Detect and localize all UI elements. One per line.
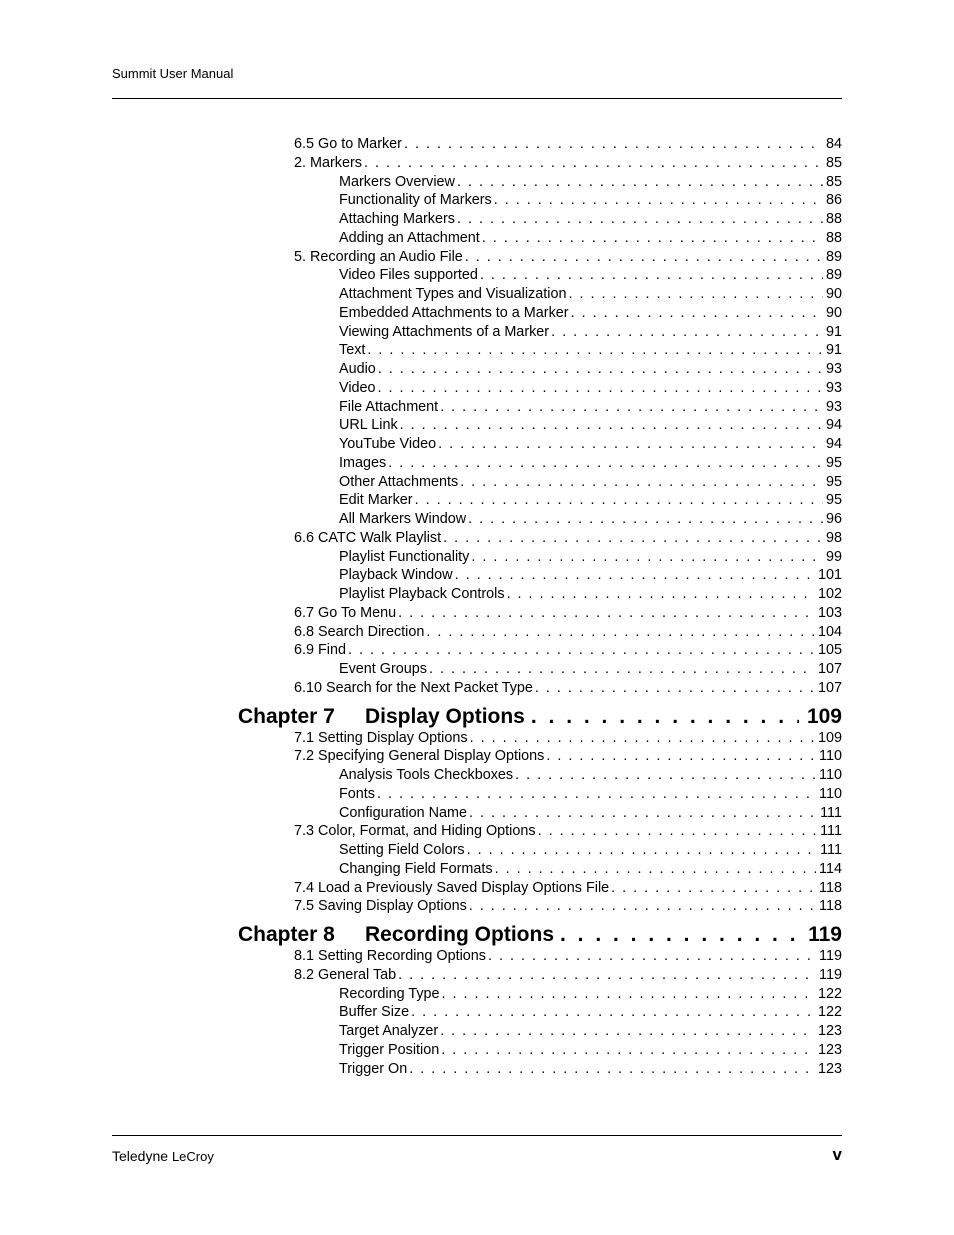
toc-entry-page-number: 95 [825, 473, 842, 490]
toc-entry[interactable] [238, 1041, 842, 1060]
toc-entry-title: 7.1 Setting Display Options [294, 729, 468, 746]
toc-entry[interactable] [238, 304, 842, 323]
dot-leader [443, 529, 823, 548]
toc-entry-page-number: 93 [825, 361, 842, 377]
toc-entry[interactable] [238, 210, 842, 229]
toc-entry-page-number: 107 [817, 661, 842, 677]
toc-entry-title: Changing Field Formats [339, 860, 493, 877]
toc-entry[interactable] [238, 416, 842, 435]
header-rule [112, 98, 842, 99]
toc-entry-title: Recording Type [339, 985, 440, 1002]
toc-entry-page-number: 107 [817, 679, 842, 696]
toc-entry[interactable] [238, 135, 842, 154]
dot-leader [494, 191, 823, 210]
toc-entry-title: 5. Recording an Audio File [294, 248, 463, 265]
toc-entry-title: 6.10 Search for the Next Packet Type [294, 679, 533, 696]
toc-entry[interactable] [238, 641, 842, 660]
toc-entry[interactable] [238, 154, 842, 173]
dot-leader [348, 641, 815, 660]
toc-entry-page-number: 122 [817, 1004, 842, 1021]
toc-entry-page-number: 111 [820, 804, 842, 821]
toc-entry[interactable] [238, 1003, 842, 1022]
toc-entry[interactable] [238, 266, 842, 285]
toc-entry[interactable] [238, 379, 842, 398]
toc-entry-page-number: 109 [817, 729, 842, 746]
toc-entry[interactable] [238, 173, 842, 192]
toc-entry-page-number: 122 [817, 985, 842, 1002]
chapter-number: Chapter 7 [238, 704, 335, 728]
table-of-contents [238, 135, 842, 1078]
dot-leader [568, 285, 823, 304]
toc-entry-page-number: 105 [817, 642, 842, 659]
toc-entry-title: Setting Field Colors [339, 842, 465, 858]
toc-entry-title: 6.5 Go to Marker [294, 136, 402, 152]
chapter-title: Display Options [365, 704, 525, 728]
toc-entry-title: Fonts [339, 785, 375, 802]
toc-entry-page-number: 91 [825, 342, 842, 359]
toc-entry-page-number: 123 [817, 1023, 842, 1039]
toc-entry-page-number: 95 [825, 454, 842, 471]
toc-entry-title: Buffer Size [339, 1004, 410, 1021]
dot-leader [465, 248, 823, 267]
footer-company-name: Teledyne [112, 1148, 169, 1164]
toc-entry[interactable] [238, 841, 842, 860]
dot-leader [560, 923, 800, 946]
toc-entry-page-number: 91 [825, 323, 842, 340]
toc-entry[interactable] [238, 248, 842, 267]
toc-entry-title: Playlist Playback Controls [339, 586, 505, 602]
toc-entry-title: Edit Marker [339, 492, 413, 509]
toc-entry-page-number: 110 [819, 767, 842, 783]
toc-entry[interactable] [238, 191, 842, 210]
toc-entry-title: Attaching Markers [339, 211, 455, 227]
toc-entry-page-number: 103 [817, 604, 842, 621]
toc-entry-page-number: 93 [825, 379, 842, 396]
toc-entry-title: Video Files supported [339, 267, 478, 284]
dot-leader [409, 1060, 815, 1079]
toc-entry-page-number: 84 [825, 136, 842, 152]
toc-entry-title: 7.5 Saving Display Options [294, 898, 467, 915]
toc-entry[interactable] [238, 660, 842, 679]
toc-entry-page-number: 85 [825, 154, 842, 171]
toc-entry-title: All Markers Window [339, 511, 467, 527]
toc-entry-title: YouTube Video [339, 436, 437, 452]
toc-entry[interactable] [238, 985, 842, 1004]
chapter-title: Recording Options [365, 923, 554, 946]
footer-brand-name: LeCroy [171, 1149, 214, 1164]
toc-entry-page-number: 98 [825, 529, 842, 546]
footer-company [112, 1147, 214, 1166]
toc-entry-page-number: 93 [825, 398, 842, 415]
dot-leader [438, 435, 823, 454]
toc-entry[interactable] [238, 360, 842, 379]
toc-entry-page-number: 102 [817, 586, 842, 602]
toc-entry[interactable] [238, 285, 842, 304]
toc-entry-title: Markers Overview [339, 173, 455, 190]
toc-entry[interactable] [238, 585, 842, 604]
toc-entry[interactable] [238, 966, 842, 985]
toc-entry-page-number: 111 [820, 842, 842, 858]
dot-leader [469, 897, 816, 916]
toc-entry-title: Embedded Attachments to a Marker [339, 304, 569, 321]
toc-entry[interactable] [238, 510, 842, 529]
dot-leader [415, 491, 823, 510]
toc-entry-page-number: 119 [819, 966, 842, 983]
toc-section-chapter-6-continued [238, 135, 842, 698]
chapter-number: Chapter 8 [238, 923, 335, 946]
toc-entry-title: 6.7 Go To Menu [294, 604, 397, 621]
toc-entry-page-number: 110 [819, 785, 842, 802]
toc-entry[interactable] [238, 604, 842, 623]
dot-leader [440, 1022, 815, 1041]
toc-entry-page-number: 88 [825, 211, 842, 227]
toc-entry[interactable] [238, 341, 842, 360]
toc-entry[interactable] [238, 879, 842, 898]
toc-entry-page-number: 90 [825, 286, 842, 302]
running-header: Summit User Manual [112, 66, 234, 81]
dot-leader [488, 947, 816, 966]
dot-leader [457, 210, 823, 229]
toc-entry[interactable] [238, 229, 842, 248]
dot-leader [551, 323, 823, 342]
toc-entry-title: 7.2 Specifying General Display Options [294, 748, 545, 765]
toc-entry[interactable] [238, 529, 842, 548]
toc-entry-page-number: 123 [817, 1060, 842, 1077]
dot-leader [546, 747, 816, 766]
dot-leader [482, 229, 823, 248]
toc-chapter-8-heading[interactable] [238, 923, 842, 946]
dot-leader [426, 623, 815, 642]
toc-entry-page-number: 94 [825, 436, 842, 452]
toc-entry-page-number: 94 [825, 417, 842, 434]
toc-entry-title: Audio [339, 361, 376, 377]
toc-entry-title: 7.4 Load a Previously Saved Display Options File [294, 879, 610, 896]
dot-leader [398, 604, 815, 623]
toc-entry[interactable] [238, 860, 842, 879]
dot-leader [507, 585, 815, 604]
toc-entry-page-number: 89 [825, 248, 842, 265]
toc-entry[interactable] [238, 679, 842, 698]
toc-entry[interactable] [238, 491, 842, 510]
toc-entry-title: 2. Markers [294, 154, 362, 171]
toc-entry-page-number: 89 [825, 267, 842, 284]
toc-entry-title: Adding an Attachment [339, 229, 480, 246]
toc-entry-title: 6.8 Search Direction [294, 623, 425, 640]
dot-leader [388, 454, 823, 473]
toc-entry-title: Playback Window [339, 567, 453, 584]
toc-entry[interactable] [238, 623, 842, 642]
toc-section-chapter-8 [238, 947, 842, 1078]
toc-entry[interactable] [238, 785, 842, 804]
dot-leader [429, 660, 815, 679]
toc-entry[interactable] [238, 822, 842, 841]
dot-leader [571, 304, 823, 323]
toc-entry-page-number: 114 [819, 860, 842, 877]
dot-leader [457, 173, 823, 192]
toc-entry-title: Trigger On [339, 1060, 408, 1077]
toc-entry-page-number: 101 [817, 567, 842, 584]
toc-entry-title: 6.9 Find [294, 642, 346, 659]
toc-entry-title: Functionality of Markers [339, 192, 492, 209]
toc-entry[interactable] [238, 729, 842, 748]
toc-entry-title: Text [339, 342, 366, 359]
dot-leader [400, 416, 823, 435]
toc-entry[interactable] [238, 804, 842, 823]
toc-entry-page-number: 95 [825, 492, 842, 509]
toc-entry-page-number: 96 [825, 511, 842, 527]
chapter-page-number: 119 [808, 923, 842, 946]
toc-entry[interactable] [238, 766, 842, 785]
dot-leader [531, 705, 799, 728]
dot-leader [480, 266, 823, 285]
dot-leader [441, 1041, 815, 1060]
toc-entry[interactable] [238, 1022, 842, 1041]
toc-entry-page-number: 86 [825, 192, 842, 209]
dot-leader [378, 360, 823, 379]
dot-leader [467, 841, 818, 860]
toc-entry-title: Attachment Types and Visualization [339, 286, 567, 302]
toc-entry-page-number: 119 [819, 948, 842, 964]
toc-section-chapter-7 [238, 729, 842, 917]
dot-leader [378, 379, 823, 398]
footer-page-number: v [832, 1145, 842, 1164]
toc-entry-page-number: 104 [817, 623, 842, 640]
toc-entry-page-number: 99 [825, 548, 842, 565]
toc-entry[interactable] [238, 473, 842, 492]
toc-entry[interactable] [238, 454, 842, 473]
dot-leader [470, 729, 815, 748]
toc-entry[interactable] [238, 747, 842, 766]
toc-entry[interactable] [238, 1060, 842, 1079]
toc-entry-page-number: 88 [825, 229, 842, 246]
dot-leader [469, 804, 817, 823]
dot-leader [411, 1003, 815, 1022]
dot-leader [611, 879, 816, 898]
toc-entry-page-number: 118 [819, 879, 842, 896]
dot-leader [455, 566, 815, 585]
toc-entry-page-number: 85 [825, 173, 842, 190]
toc-entry-title: Other Attachments [339, 473, 459, 490]
toc-entry-title: Video [339, 379, 376, 396]
toc-entry-title: Trigger Position [339, 1041, 440, 1058]
toc-entry-title: Images [339, 454, 387, 471]
toc-chapter-7-heading[interactable] [238, 705, 842, 728]
toc-entry-title: 6.6 CATC Walk Playlist [294, 529, 442, 546]
toc-entry-page-number: 111 [820, 823, 842, 840]
dot-leader [468, 510, 823, 529]
toc-entry-title: Playlist Functionality [339, 548, 470, 565]
dot-leader [535, 679, 815, 698]
toc-entry[interactable] [238, 897, 842, 916]
footer-rule [112, 1135, 842, 1136]
toc-entry-title: File Attachment [339, 398, 439, 415]
dot-leader [442, 985, 815, 1004]
toc-entry[interactable] [238, 435, 842, 454]
toc-entry-page-number: 118 [819, 898, 842, 915]
dot-leader [471, 548, 823, 567]
dot-leader [364, 154, 823, 173]
dot-leader [515, 766, 816, 785]
chapter-page-number: 109 [806, 704, 842, 728]
toc-entry[interactable] [238, 548, 842, 567]
toc-entry[interactable] [238, 323, 842, 342]
toc-entry-title: 7.3 Color, Format, and Hiding Options [294, 823, 536, 840]
dot-leader [367, 341, 823, 360]
dot-leader [495, 860, 816, 879]
dot-leader [538, 822, 818, 841]
toc-entry-title: 8.1 Setting Recording Options [294, 948, 486, 964]
toc-entry-page-number: 110 [819, 748, 842, 765]
dot-leader [404, 135, 823, 154]
toc-entry-title: 8.2 General Tab [294, 966, 397, 983]
toc-entry-title: Event Groups [339, 661, 427, 677]
toc-entry-title: Analysis Tools Checkboxes [339, 767, 514, 783]
dot-leader [460, 473, 823, 492]
toc-entry-title: Viewing Attachments of a Marker [339, 323, 550, 340]
dot-leader [440, 398, 823, 417]
dot-leader [377, 785, 816, 804]
toc-entry[interactable] [238, 398, 842, 417]
toc-entry-title: Configuration Name [339, 804, 467, 821]
toc-entry-title: URL Link [339, 417, 398, 434]
toc-entry-page-number: 123 [817, 1041, 842, 1058]
toc-entry-page-number: 90 [825, 304, 842, 321]
dot-leader [398, 966, 816, 985]
toc-entry-title: Target Analyzer [339, 1023, 439, 1039]
toc-entry[interactable] [238, 947, 842, 966]
toc-entry[interactable] [238, 566, 842, 585]
